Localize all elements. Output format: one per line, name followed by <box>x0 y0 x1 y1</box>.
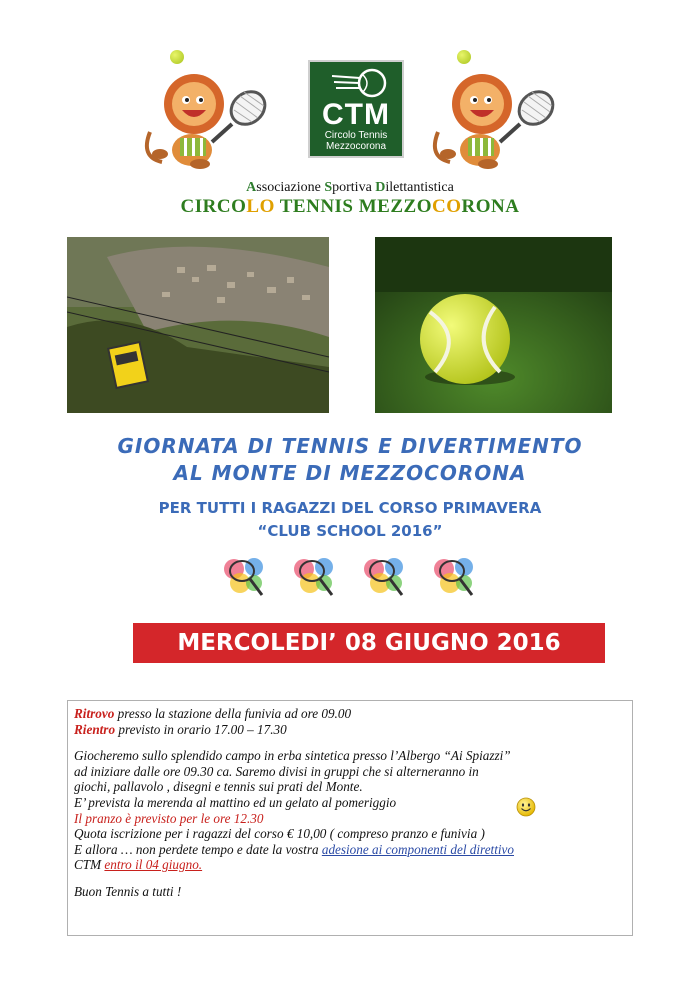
assoc-word-2: portiva <box>332 180 376 195</box>
rientro-text: previsto in orario 17.00 – 17.30 <box>115 721 287 737</box>
logo-abbr: CTM <box>322 98 390 131</box>
assoc-word-1: ssociazione <box>256 180 325 195</box>
adesione-link[interactable]: adesione ai componenti del direttivo <box>321 841 514 857</box>
description-line: Giocheremo sullo splendido campo in erba sintetica presso l’Albergo “Ai Spiazzi” <box>74 748 511 764</box>
club-name-part: TENNIS MEZZO <box>274 196 432 217</box>
club-name-part: CIRCO <box>180 196 247 217</box>
assoc-word-3: ilettantistica <box>385 180 454 195</box>
tennis-ball-swoosh-icon <box>330 66 390 100</box>
club-name-part: LO <box>246 196 275 217</box>
logo-line1: Circolo Tennis <box>324 130 388 141</box>
call-to-action-text: E allora … non perdete tempo e date la vostra <box>74 841 322 857</box>
description-line: E’ prevista la merenda al mattino ed un gelato al pomeriggio <box>74 794 397 810</box>
colorful-racket-icon <box>290 551 338 601</box>
lion-mascot-left-icon <box>140 62 270 172</box>
logo-line2: Mezzocorona <box>325 141 387 152</box>
smiley-icon <box>516 797 536 817</box>
closing-line: Buon Tennis a tutti ! <box>74 883 182 899</box>
event-title-line2: AL MONTE DI MEZZOCORONA <box>173 461 527 485</box>
tennis-ball-photo <box>375 237 612 413</box>
event-date-banner: MERCOLEDI’ 08 GIUGNO 2016 <box>133 623 605 663</box>
ctm-logo <box>308 60 404 158</box>
event-subtitle-line1: PER TUTTI I RAGAZZI DEL CORSO PRIMAVERA <box>158 499 542 517</box>
deadline-line <box>74 857 626 873</box>
deadline-text: entro il 04 giugno. <box>104 857 203 873</box>
association-label <box>0 180 700 196</box>
event-subtitle-line2: “CLUB SCHOOL 2016” <box>257 522 443 540</box>
assoc-initial-d: D <box>375 180 386 195</box>
club-name-part: RONA <box>461 196 520 217</box>
lion-mascot-right-icon <box>428 62 558 172</box>
rientro-label: Rientro <box>74 721 116 737</box>
lunch-line: Il pranzo è previsto per le ore 12.30 <box>74 810 264 826</box>
ritrovo-text: presso la stazione della funivia ad ore 09.00 <box>114 706 352 721</box>
cable-car-photo <box>67 237 329 413</box>
event-title-line1: GIORNATA DI TENNIS E DIVERTIMENTO <box>117 434 583 458</box>
event-info-box <box>67 700 633 936</box>
call-to-action-line <box>74 842 626 858</box>
assoc-initial-a: A <box>246 180 257 195</box>
colorful-racket-icon <box>220 551 268 601</box>
club-name <box>0 196 700 218</box>
description-line: giochi, pallavolo , disegni e tennis sui prati del Monte. <box>74 779 363 795</box>
ctm-label: CTM <box>74 857 105 873</box>
colorful-racket-icon <box>430 551 478 601</box>
ritrovo-label: Ritrovo <box>74 706 115 721</box>
description-line: ad iniziare dalle ore 09.30 ca. Saremo divisi in gruppi che si alterneranno in <box>74 763 479 779</box>
fee-line: Quota iscrizione per i ragazzi del corso € 10,00 ( compreso pranzo e funivia ) <box>74 826 485 842</box>
club-name-part: CO <box>431 196 462 217</box>
colorful-racket-icon <box>360 551 408 601</box>
assoc-initial-s: S <box>324 180 333 195</box>
ritrovo-line <box>74 706 626 722</box>
rientro-line <box>74 722 626 738</box>
